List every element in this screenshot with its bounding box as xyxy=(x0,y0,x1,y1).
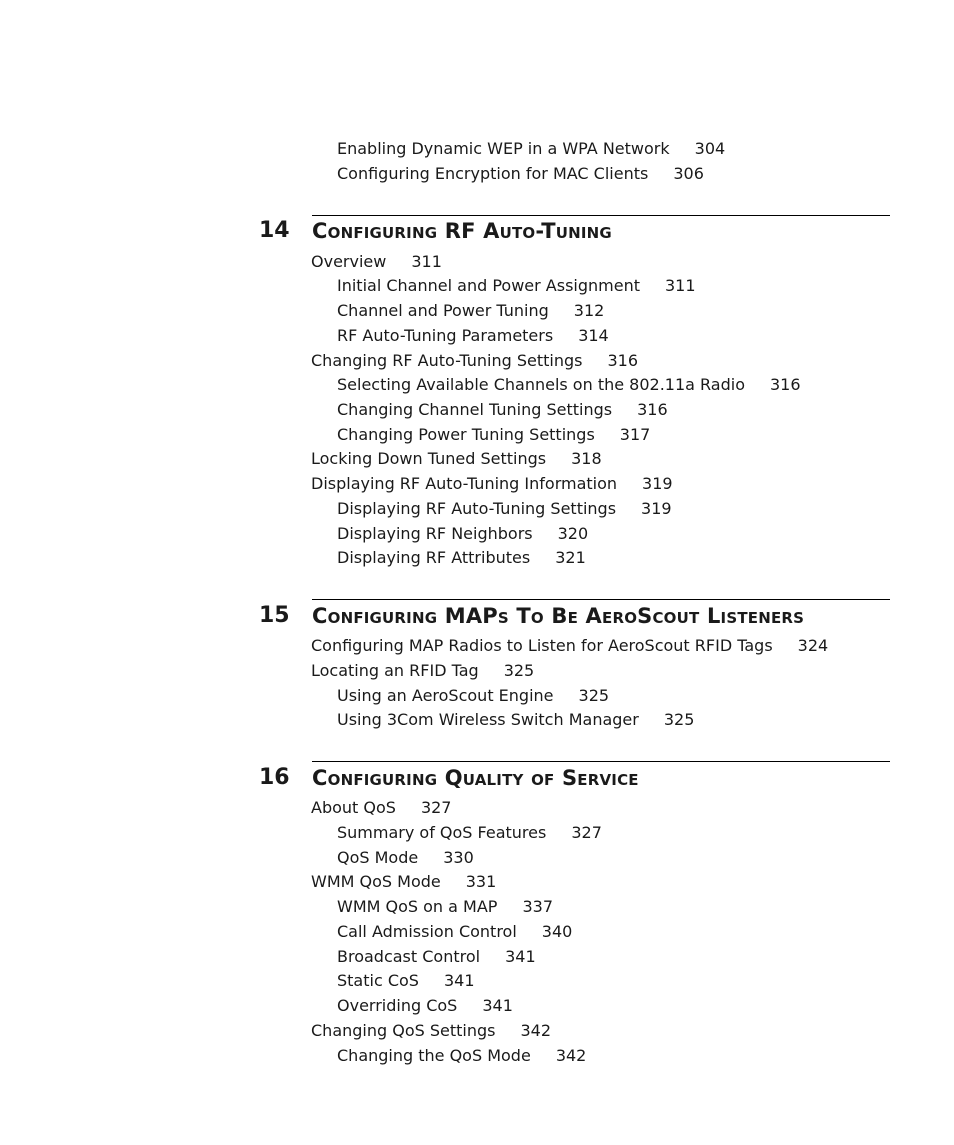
entry-page: 341 xyxy=(482,996,513,1015)
toc-entry xyxy=(311,660,534,682)
entry-title: Using 3Com Wireless Switch Manager xyxy=(337,710,639,729)
entry-page: 342 xyxy=(520,1021,552,1040)
entry-page: 325 xyxy=(663,710,695,729)
entry-title: Static CoS xyxy=(337,971,419,990)
toc-entry xyxy=(311,350,638,372)
toc-entry xyxy=(311,871,496,893)
toc-entry xyxy=(337,995,513,1017)
entry-title: Enabling Dynamic WEP in a WPA Network xyxy=(337,139,670,158)
entry-page: 316 xyxy=(770,375,801,394)
entry-page: 342 xyxy=(555,1046,587,1065)
entry-page: 341 xyxy=(443,971,475,990)
toc-entry xyxy=(337,374,801,396)
toc-entry xyxy=(337,275,696,297)
toc-entry xyxy=(337,709,694,731)
entry-page: 340 xyxy=(541,922,573,941)
chapter-title: Configuring RF Auto-Tuning xyxy=(312,219,612,243)
entry-page: 341 xyxy=(505,947,536,966)
entry-title: Summary of QoS Features xyxy=(337,823,547,842)
toc-entry xyxy=(337,424,650,446)
toc-entry xyxy=(311,797,451,819)
entry-page: 319 xyxy=(642,474,673,493)
entry-page: 327 xyxy=(571,823,602,842)
entry-title: Call Admission Control xyxy=(337,922,517,941)
chapter-number: 16 xyxy=(259,765,290,790)
toc-entry xyxy=(337,1045,586,1067)
entry-page: 320 xyxy=(557,524,589,543)
toc-entry xyxy=(337,970,475,992)
entry-page: 312 xyxy=(573,301,605,320)
entry-title: Locking Down Tuned Settings xyxy=(311,449,547,468)
toc-entry xyxy=(311,251,442,273)
entry-title: Changing RF Auto-Tuning Settings xyxy=(311,351,583,370)
entry-title: Displaying RF Auto-Tuning Information xyxy=(311,474,618,493)
toc-entry xyxy=(311,1020,551,1042)
entry-title: Changing the QoS Mode xyxy=(337,1046,531,1065)
entry-page: 314 xyxy=(578,326,609,345)
entry-page: 337 xyxy=(522,897,553,916)
entry-title: Locating an RFID Tag xyxy=(311,661,479,680)
entry-title: Displaying RF Auto-Tuning Settings xyxy=(337,499,617,518)
toc-entry xyxy=(311,473,673,495)
entry-page: 306 xyxy=(673,164,704,183)
entry-page: 311 xyxy=(411,252,442,271)
entry-page: 304 xyxy=(694,139,726,158)
entry-title: Overview xyxy=(311,252,387,271)
entry-title: About QoS xyxy=(311,798,396,817)
toc-entry xyxy=(337,946,536,968)
toc-entry xyxy=(337,896,553,918)
toc-entry xyxy=(337,547,586,569)
chapter-number: 15 xyxy=(259,603,290,628)
entry-title: Broadcast Control xyxy=(337,947,481,966)
entry-page: 331 xyxy=(465,872,497,891)
chapter-rule xyxy=(312,599,890,600)
entry-page: 319 xyxy=(641,499,672,518)
toc-entry xyxy=(337,325,609,347)
entry-title: Changing QoS Settings xyxy=(311,1021,496,1040)
entry-title: Configuring MAP Radios to Listen for AeroScout RFID Tags xyxy=(311,636,773,655)
toc-entry xyxy=(311,448,602,470)
entry-page: 318 xyxy=(571,449,602,468)
entry-page: 330 xyxy=(443,848,474,867)
entry-title: Displaying RF Neighbors xyxy=(337,524,533,543)
chapter-number: 14 xyxy=(259,218,290,243)
entry-title: Displaying RF Attributes xyxy=(337,548,531,567)
toc-entry xyxy=(337,523,588,545)
entry-page: 316 xyxy=(637,400,668,419)
entry-title: Initial Channel and Power Assignment xyxy=(337,276,640,295)
toc-entry xyxy=(337,822,602,844)
entry-title: QoS Mode xyxy=(337,848,419,867)
toc-entry xyxy=(337,399,668,421)
entry-title: Using an AeroScout Engine xyxy=(337,686,554,705)
entry-page: 327 xyxy=(420,798,452,817)
chapter-title: Configuring Quality of Service xyxy=(312,766,639,790)
toc-entry xyxy=(337,300,604,322)
entry-title: RF Auto-Tuning Parameters xyxy=(337,326,554,345)
entry-page: 325 xyxy=(578,686,610,705)
chapter-rule xyxy=(312,761,890,762)
entry-page: 317 xyxy=(619,425,651,444)
entry-title: Overriding CoS xyxy=(337,996,458,1015)
toc-entry xyxy=(337,138,725,160)
toc-entry xyxy=(311,635,828,657)
toc-entry xyxy=(337,163,704,185)
toc-entry xyxy=(337,498,672,520)
toc-entry xyxy=(337,685,609,707)
entry-page: 311 xyxy=(664,276,696,295)
chapter-title: Configuring MAPs To Be AeroScout Listeners xyxy=(312,604,805,628)
entry-page: 324 xyxy=(797,636,829,655)
entry-title: Configuring Encryption for MAC Clients xyxy=(337,164,649,183)
toc-entry xyxy=(337,921,572,943)
entry-title: WMM QoS on a MAP xyxy=(337,897,498,916)
entry-title: Selecting Available Channels on the 802.11a Radio xyxy=(337,375,745,394)
entry-title: Changing Power Tuning Settings xyxy=(337,425,595,444)
entry-title: WMM QoS Mode xyxy=(311,872,441,891)
entry-title: Channel and Power Tuning xyxy=(337,301,549,320)
entry-title: Changing Channel Tuning Settings xyxy=(337,400,613,419)
entry-page: 316 xyxy=(607,351,639,370)
toc-entry xyxy=(337,847,474,869)
entry-page: 325 xyxy=(503,661,535,680)
entry-page: 321 xyxy=(555,548,586,567)
chapter-rule xyxy=(312,215,890,216)
